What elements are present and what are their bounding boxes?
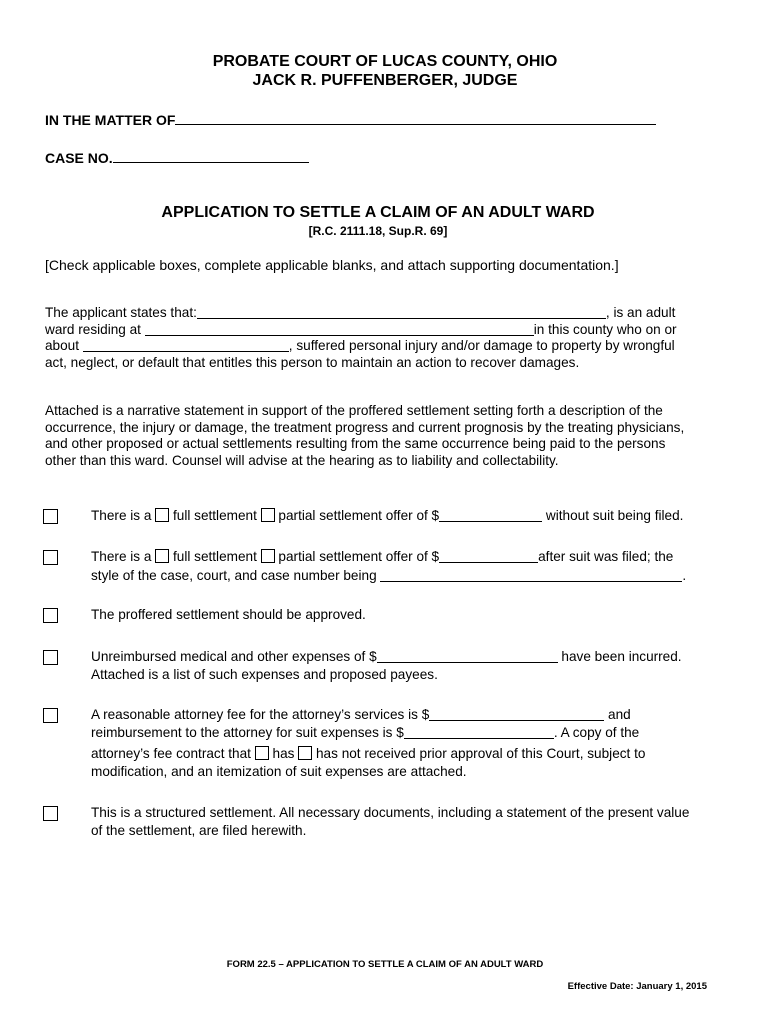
form-footer-title: FORM 22.5 – APPLICATION TO SETTLE A CLAIM OF AN ADULT WARD xyxy=(226,959,544,970)
item-5-checkbox[interactable] xyxy=(43,708,58,723)
partial-settlement-checkbox[interactable] xyxy=(261,549,275,563)
item-2-text xyxy=(91,549,686,584)
attorney-fee-blank[interactable] xyxy=(429,707,604,721)
instructions: [Check applicable boxes, complete applicable blanks, and attach supporting documentation.] xyxy=(45,257,619,273)
residence-blank[interactable] xyxy=(145,322,534,336)
case-input-line[interactable] xyxy=(113,162,309,163)
narrative-line: Attached is a narrative statement in support of the proffered settlement setting forth a description of the xyxy=(45,403,663,418)
item-2-checkbox[interactable] xyxy=(43,550,58,565)
item-1-checkbox[interactable] xyxy=(43,509,58,524)
case-style-blank[interactable] xyxy=(380,568,682,582)
narrative-line: other than this ward. Counsel will advise at the hearing as to liability and collectability. xyxy=(45,452,559,468)
item-6-checkbox[interactable] xyxy=(43,806,58,821)
offer-amount-blank[interactable] xyxy=(439,508,542,522)
item-6-line-2: of the settlement, are filed herewith. xyxy=(91,822,307,838)
date-blank[interactable] xyxy=(83,338,289,352)
case-row xyxy=(45,150,309,166)
statement-block xyxy=(45,305,677,371)
item-5-line-4: modification, and an itemization of suit expenses are attached. xyxy=(91,763,467,779)
narrative-line: and other proposed or actual settlements resulting from the same occurrence being paid to the persons xyxy=(45,436,666,451)
item-5-line-1: A reasonable attorney fee for the attorney’s services is $ and xyxy=(91,707,631,722)
narrative-line: occurrence, the injury or damage, the treatment progress and current prognosis by the treating physicians, xyxy=(45,419,685,435)
item-4-checkbox[interactable] xyxy=(43,650,58,665)
item-5-text xyxy=(91,707,645,780)
item-4-line-2: Attached is a list of such expenses and proposed payees. xyxy=(91,666,438,682)
form-citation: [R.C. 2111.18, Sup.R. 69] xyxy=(308,224,448,238)
judge-name: JACK R. PUFFENBERGER, JUDGE xyxy=(252,72,518,89)
partial-settlement-checkbox[interactable] xyxy=(261,508,275,522)
offer-amount-blank[interactable] xyxy=(439,549,538,563)
item-5-line-3: attorney’s fee contract that has has not received prior approval of this Court, subject to xyxy=(91,746,646,761)
item-5-line-2: reimbursement to the attorney for suit expenses is $ . A copy of the xyxy=(91,724,640,740)
full-settlement-checkbox[interactable] xyxy=(155,549,169,563)
matter-input-line[interactable] xyxy=(175,124,656,125)
has-approval-checkbox[interactable] xyxy=(255,746,269,760)
suit-expenses-blank[interactable] xyxy=(404,725,554,739)
medical-expenses-blank[interactable] xyxy=(377,649,558,663)
has-not-approval-checkbox[interactable] xyxy=(298,746,312,760)
case-label: CASE NO. xyxy=(45,150,113,166)
statement-line-1: The applicant states that: , is an adult xyxy=(45,305,676,320)
statement-line-3: about , suffered personal injury and/or damage to property by wrongful xyxy=(45,338,675,353)
narrative-block xyxy=(45,403,684,469)
matter-row xyxy=(45,112,656,128)
matter-label: IN THE MATTER OF xyxy=(45,112,176,128)
item-2-line-1: There is a full settlement partial settlement offer of $ after suit was filed; the xyxy=(91,549,674,564)
full-settlement-checkbox[interactable] xyxy=(155,508,169,522)
item-2-line-2: style of the case, court, and case number being . xyxy=(91,567,687,583)
item-6-line-1: This is a structured settlement. All necessary documents, including a statement of the present value xyxy=(91,805,690,820)
applicant-name-blank[interactable] xyxy=(197,305,606,319)
item-6-text xyxy=(91,805,689,839)
item-3-checkbox[interactable] xyxy=(43,608,58,623)
item-1-text: There is a full settlement partial settlement offer of $ without suit being filed. xyxy=(91,508,684,523)
court-name: PROBATE COURT OF LUCAS COUNTY, OHIO xyxy=(212,53,558,70)
item-4-line-1: Unreimbursed medical and other expenses of $ have been incurred. xyxy=(91,649,682,664)
effective-date: Effective Date: January 1, 2015 xyxy=(567,981,707,992)
statement-line-4: act, neglect, or default that entitles this person to maintain an action to recover damages. xyxy=(45,354,580,370)
item-3-text: The proffered settlement should be approved. xyxy=(91,607,366,622)
item-4-text xyxy=(91,649,682,683)
form-title: APPLICATION TO SETTLE A CLAIM OF AN ADULT WARD xyxy=(161,204,595,221)
statement-line-2: ward residing at in this county who on or xyxy=(45,321,677,337)
